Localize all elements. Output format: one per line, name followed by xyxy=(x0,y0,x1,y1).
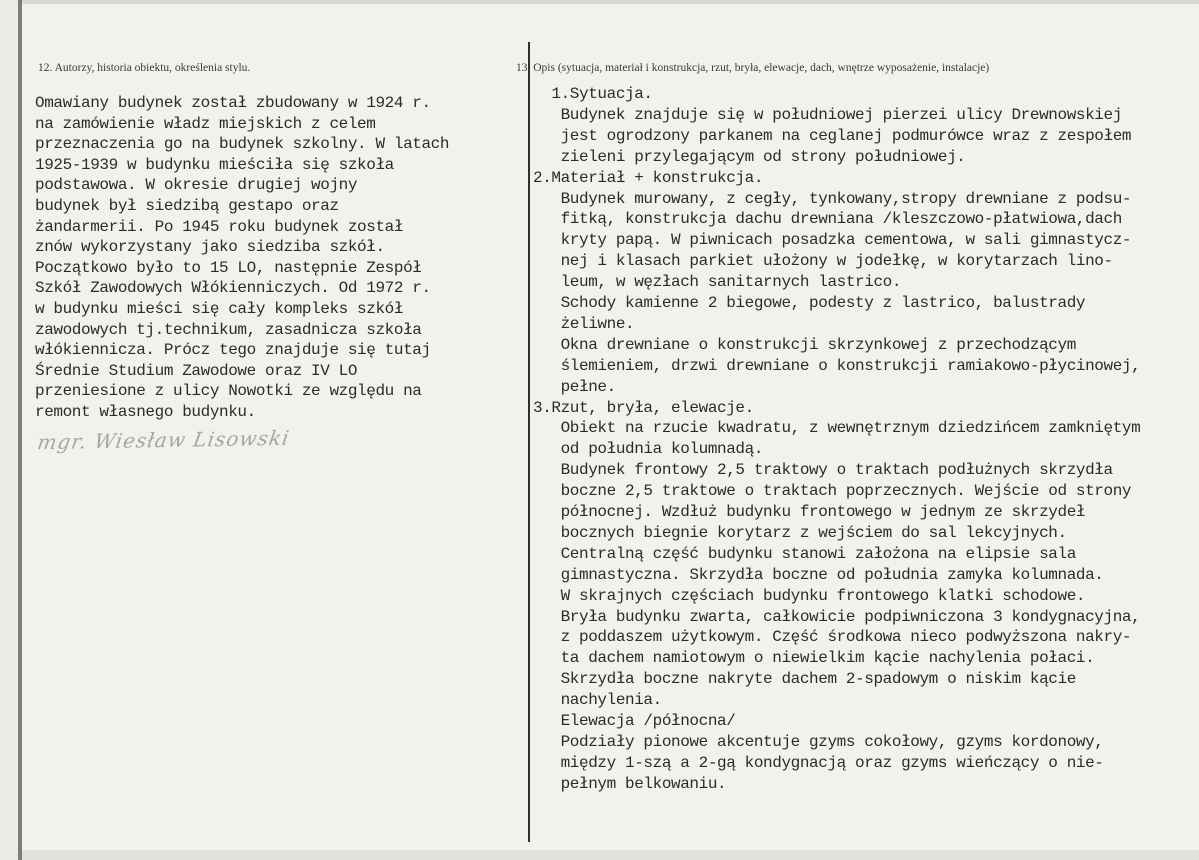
description-text-line: od południa kolumnadą. xyxy=(533,440,764,459)
description-text-line: z poddaszem użytkowym. Część środkowa nieco podwyższona nakry- xyxy=(533,628,1132,647)
history-text-line: remont własnego budynku. xyxy=(35,403,256,421)
description-text-line: między 1-szą a 2-gą kondygnacją oraz gzyms wieńczący o nie- xyxy=(533,753,1104,772)
handwritten-signature: mgr. Wiesław Lisowski xyxy=(35,425,292,455)
description-text-line: Okna drewniane o konstrukcji skrzynkowej z przechodzącym xyxy=(533,335,1076,354)
document-sheet xyxy=(18,0,1199,860)
history-text-line: żandarmerii. Po 1945 roku budynek został xyxy=(35,217,404,236)
description-text-line: W skrajnych częściach budynku frontowego klatki schodowe. xyxy=(533,586,1086,605)
description-text-line: kryty papą. W piwnicach posadzka cementowa, w sali gimnastycz- xyxy=(533,231,1132,250)
description-text-line: gimnastyczna. Skrzydła boczne od południa zamyka kolumnada. xyxy=(533,565,1104,584)
description-text-line: bocznych biegnie korytarz z wejściem do sal lekcyjnych. xyxy=(533,523,1067,542)
description-text-line: Centralną część budynku stanowi założona na elipsie sala xyxy=(533,544,1076,563)
description-text-line: 1.Sytuacja. xyxy=(533,85,653,103)
description-text-line: Podziały pionowe akcentuje gzyms cokołowy, gzyms kordonowy, xyxy=(533,732,1104,751)
history-text-line: zawodowych tj.technikum, zasadnicza szkoła xyxy=(35,320,422,339)
description-text-line: Elewacja /północna/ xyxy=(533,712,736,730)
description-text-line: żeliwne. xyxy=(533,314,635,333)
description-text-line: leum, w węzłach sanitarnych lastrico. xyxy=(533,273,902,292)
history-text-line: Omawiany budynek został zbudowany w 1924 r. xyxy=(35,94,431,112)
description-text-line: pełne. xyxy=(533,377,616,396)
section-12-heading: 12. Autorzy, historia obiektu, określenia stylu. xyxy=(38,62,251,74)
description-text-line: Obiekt na rzucie kwadratu, z wewnętrznym dziedzińcem zamkniętym xyxy=(533,419,1141,438)
description-text-line: fitką, konstrukcja dachu drewniana /kleszczowo-płatwiowa,dach xyxy=(533,210,1122,229)
description-text-line: nej i klasach parkiet ułożony w jodełkę, w korytarzach lino- xyxy=(533,252,1113,271)
history-text-line: 1925-1939 w budynku mieściła się szkoła xyxy=(35,155,394,174)
history-text-line: Średnie Studium Zawodowe oraz IV LO xyxy=(35,361,358,380)
paper-top-edge xyxy=(22,0,1199,4)
description-text-line: 2.Materiał + konstrukcja. xyxy=(533,168,764,187)
history-text-line: przeznaczenia go na budynek szkolny. W latach xyxy=(35,135,450,154)
description-text-line: boczne 2,5 traktowe o traktach poprzecznych. Wejście od strony xyxy=(533,482,1132,501)
history-text-line: budynek był siedzibą gestapo oraz xyxy=(35,197,339,215)
history-text-line: przeniesione z ulicy Nowotki ze względu na xyxy=(35,382,422,401)
history-text-line: włókiennicza. Prócz tego znajduje się tutaj xyxy=(35,341,431,360)
description-text-line: Budynek murowany, z cegły, tynkowany,stropy drewniane z podsu- xyxy=(533,189,1132,208)
column-divider xyxy=(528,42,530,842)
description-text-line: nachylenia. xyxy=(533,691,662,710)
history-text-line: znów wykorzystany jako siedziba szkół. xyxy=(35,238,385,257)
history-text-line: na zamówienie władz miejskich z celem xyxy=(35,114,376,133)
description-text-line: ślemieniem, drzwi drewniane o konstrukcji ramiakowo-płycinowej, xyxy=(533,356,1141,375)
paper-bottom-edge xyxy=(22,850,1199,860)
description-text-line: zieleni przylegającym od strony południowej. xyxy=(533,147,966,166)
description-text-line: północnej. Wzdłuż budynku frontowego w jednym ze skrzydeł xyxy=(533,503,1086,521)
description-text-line: jest ogrodzony parkanem na ceglanej podmurówce wraz z zespołem xyxy=(533,126,1132,145)
history-text-line: Szkół Zawodowych Włókienniczych. Od 1972 r. xyxy=(35,279,431,298)
history-text-line: podstawowa. W okresie drugiej wojny xyxy=(35,176,358,195)
section-13-heading: 13. Opis (sytuacja, materiał i konstrukcja, rzut, bryła, elewacje, dach, wnętrze wyposażenie, instalacje) xyxy=(516,62,990,74)
description-text-line: Skrzydła boczne nakryte dachem 2-spadowym o niskim kącie xyxy=(533,670,1076,689)
description-text-line: ta dachem namiotowym o niewielkim kącie nachylenia połaci. xyxy=(533,649,1095,668)
description-text-line: Budynek frontowy 2,5 traktowy o traktach podłużnych skrzydła xyxy=(533,461,1113,480)
history-text-line: Początkowo było to 15 LO, następnie Zespół xyxy=(35,258,422,277)
history-text-line: w budynku mieści się cały kompleks szkół xyxy=(35,300,404,318)
description-text-line: 3.Rzut, bryła, elewacje. xyxy=(533,398,754,417)
description-text-line: pełnym belkowaniu. xyxy=(533,774,727,793)
description-text-line: Budynek znajduje się w południowej pierzei ulicy Drewnowskiej xyxy=(533,105,1122,124)
description-text-line: Bryła budynku zwarta, całkowicie podpiwniczona 3 kondygnacyjna, xyxy=(533,607,1141,626)
description-text-line: Schody kamienne 2 biegowe, podesty z lastrico, balustrady xyxy=(533,294,1086,312)
